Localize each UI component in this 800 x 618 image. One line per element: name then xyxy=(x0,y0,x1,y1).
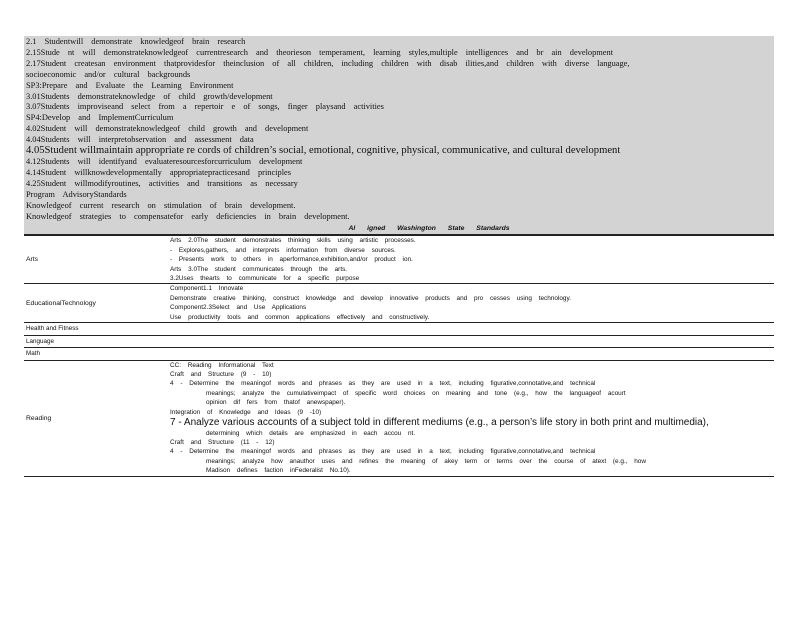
subject-name: Arts xyxy=(26,256,39,264)
standard-line: Knowledgeof strategies to compensatefor early deficiencies in brain development. xyxy=(26,211,350,221)
standard-line: 4.14Student willknowdevelopmentally appropriatepracticesand principles xyxy=(26,167,291,177)
standard-line: Program AdvisoryStandards xyxy=(26,189,127,199)
subject-standards xyxy=(170,335,774,348)
subject-row xyxy=(24,348,774,361)
standard-text-line: - Presents work to others in aperformance,exhibition,and/or product ion. xyxy=(170,256,413,264)
standard-line: 2.17Student createsan environment thatprovidesfor theinclusion of all children, including children with disab ilities,and children with diverse language, xyxy=(26,58,630,68)
standard-line: Knowledgeof current research on stimulation of brain development. xyxy=(26,200,296,210)
standard-line: 4.12Students will identifyand evaluateresourcesforcurriculum development xyxy=(26,156,303,166)
subject-name: Health and Fitness xyxy=(26,325,79,333)
program-standards-block xyxy=(24,36,774,223)
standard-text-line: 7 - Analyze various accounts of a subject told in different mediums (e.g., a person’s life story in both print and multimedia), xyxy=(170,417,709,428)
standard-text-line: Use productivity tools and common applications effectively and constructively. xyxy=(170,313,430,321)
standard-line: 2.15Stude nt will demonstrateknowledgeof currentresearch and theorieson temperament, learning styles,multiple intelligences and br ain development xyxy=(26,47,614,57)
standard-line: 4.02Student will demonstrateknowledgeof child growth and development xyxy=(26,124,309,134)
standard-text-line: Arts 3.0The student communicates through the arts. xyxy=(170,265,348,273)
standard-text-line: 4 - Determine the meaningof words and phrases as they are used in a text, including figurative,connotative,and technical xyxy=(170,380,596,388)
standard-text-line: Arts 2.0The student demonstrates thinking skills using artistic processes. xyxy=(170,237,416,245)
subject-row xyxy=(24,235,774,284)
standard-text-line: Component2.3Select and Use Applications xyxy=(170,304,307,312)
standard-line: socioeconomic and/or cultural backgrounds xyxy=(26,69,191,79)
subject-row xyxy=(24,323,774,336)
standard-line: 4.04Students will interpretobservation and assessment data xyxy=(26,135,254,145)
subject-row xyxy=(24,360,774,476)
aligned-standards-header: Al igned Washington State Standards xyxy=(24,223,774,234)
standard-text-line: Craft and Structure (11 - 12) xyxy=(170,438,275,446)
subject-name: Math xyxy=(26,350,40,358)
standard-line: SP4:Develop and ImplementCurriculum xyxy=(26,113,174,123)
standard-text-line: opinion dif fers from thatof anewspaper). xyxy=(206,399,346,407)
standard-text-line: Craft and Structure (9 - 10) xyxy=(170,370,272,378)
standard-text-line: CC: Reading Informational Text xyxy=(170,361,274,369)
subject-standards xyxy=(170,360,774,476)
subject-standards xyxy=(170,235,774,284)
standard-text-line: determining which details are emphasized in each accou nt. xyxy=(206,429,416,437)
subject-row xyxy=(24,284,774,323)
standard-text-line: Integration of Knowledge and Ideas (9 -10) xyxy=(170,408,322,416)
subject-name: EducationalTechnology xyxy=(26,299,96,307)
subject-name: Language xyxy=(26,337,55,345)
standard-line: 2.1 Studentwill demonstrate knowledgeof brain research xyxy=(26,37,246,46)
subject-standards xyxy=(170,284,774,323)
standard-text-line: Madison defines faction inFederalist No.10). xyxy=(206,467,351,475)
standard-text-line: meanings; analyze how anauthor uses and refines the meaning of akey term or terms over the course of atext (e.g., how xyxy=(206,457,646,465)
standard-text-line: Demonstrate creative thinking, construct knowledge and develop innovative products and pro cesses using technology. xyxy=(170,294,571,302)
standard-line: 4.05Student willmaintain appropriate re cords of children’s social, emotional, cognitive, physical, communicative, and cultural development xyxy=(26,146,621,157)
standard-line: 3.01Students demonstrateknowledge of child growth/development xyxy=(26,91,273,101)
subject-standards-table xyxy=(24,234,774,476)
subject-standards xyxy=(170,323,774,336)
standard-line: 3.07Students improviseand select from a repertoir e of songs, finger playsand activities xyxy=(26,102,384,112)
document-page xyxy=(24,36,774,477)
standard-line: SP3:Prepare and Evaluate the Learning Environment xyxy=(26,80,234,90)
standard-text-line: Component1.1 Innovate xyxy=(170,285,244,293)
standard-text-line: 3.2Uses thearts to communicate for a specific purpose xyxy=(170,275,360,283)
subject-name: Reading xyxy=(26,414,52,422)
standard-text-line: 4 - Determine the meaningof words and phrases as they are used in a text, including figurative,connotative,and technical xyxy=(170,448,596,456)
standard-line: 4.25Student willmodifyroutines, activities and transitions as necessary xyxy=(26,178,298,188)
standard-text-line: meanings; analyze the cumulativeimpact of specific word choices on meaning and tone (e.g., how the languageof acourt xyxy=(206,389,626,397)
subject-standards xyxy=(170,348,774,361)
subject-row xyxy=(24,335,774,348)
standard-text-line: - Explores,gathers, and interprets information from diverse sources. xyxy=(170,246,396,254)
